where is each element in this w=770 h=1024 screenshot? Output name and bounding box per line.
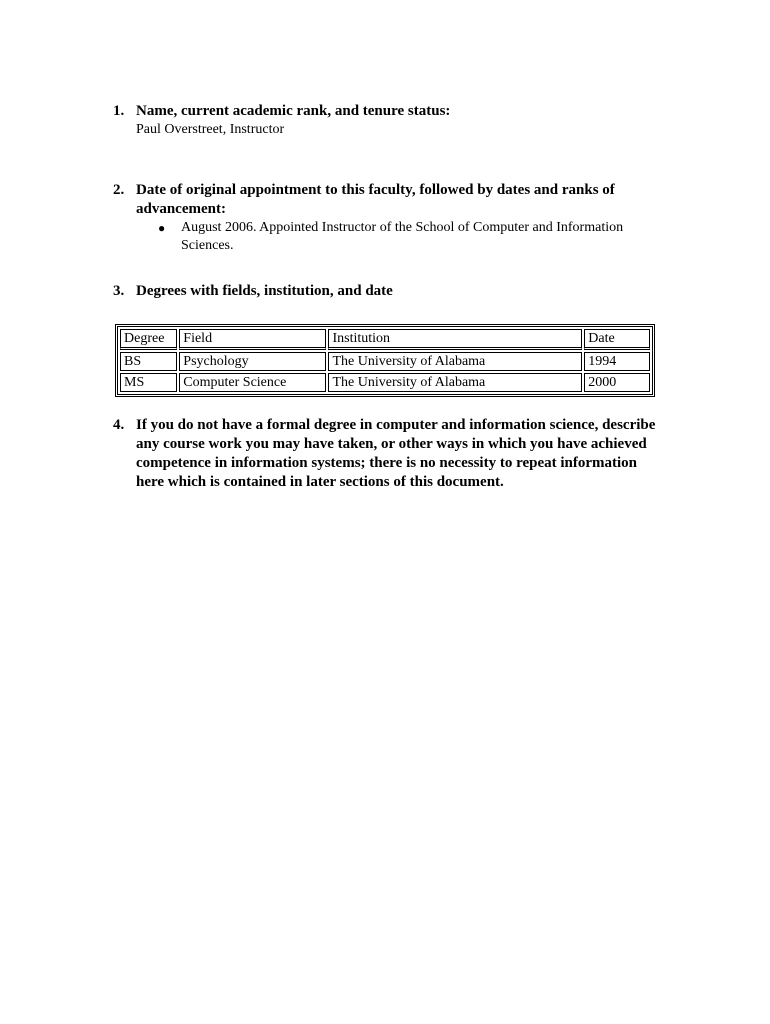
cell-institution: The University of Alabama <box>328 373 582 392</box>
table-row <box>120 352 650 371</box>
appointment-list <box>158 219 653 255</box>
header-degree: Degree <box>120 329 177 350</box>
section-1 <box>113 102 673 139</box>
section-4-title: If you do not have a formal degree in computer and information science, describe any course work you may have taken, or other ways in which you have achieved competence in information systems; there is no necessity to repeat information here which is contained in later sections of this document. <box>136 417 656 490</box>
bullet-icon: ● <box>158 221 166 235</box>
degrees-table <box>115 324 655 397</box>
cell-date: 2000 <box>584 373 650 392</box>
section-3-title: Degrees with fields, institution, and date <box>136 283 393 299</box>
header-field: Field <box>179 329 326 350</box>
cell-degree: MS <box>120 373 177 392</box>
section-4-number: 4. <box>113 417 125 433</box>
cell-institution: The University of Alabama <box>328 352 582 371</box>
appointment-item <box>158 219 653 255</box>
section-1-number: 1. <box>113 103 125 119</box>
cell-degree: BS <box>120 352 177 371</box>
cell-date: 1994 <box>584 352 650 371</box>
section-3-number: 3. <box>113 283 125 299</box>
section-2 <box>113 181 653 255</box>
section-2-heading <box>113 181 653 219</box>
cell-field: Computer Science <box>179 373 326 392</box>
header-institution: Institution <box>328 329 582 350</box>
section-4 <box>113 416 658 492</box>
header-date: Date <box>584 329 650 350</box>
section-1-heading <box>113 102 673 121</box>
name-rank-text: Paul Overstreet, Instructor <box>136 122 285 137</box>
appointment-text: August 2006. Appointed Instructor of the School of Computer and Information Sciences. <box>181 220 624 253</box>
section-1-title: Name, current academic rank, and tenure status: <box>136 103 451 119</box>
section-2-number: 2. <box>113 182 125 198</box>
section-3 <box>113 282 673 301</box>
table-row <box>120 373 650 392</box>
section-3-heading <box>113 282 673 301</box>
table-header-row <box>120 329 650 350</box>
section-2-title: Date of original appointment to this faculty, followed by dates and ranks of advancement: <box>136 182 615 217</box>
section-4-heading <box>113 416 658 492</box>
cell-field: Psychology <box>179 352 326 371</box>
